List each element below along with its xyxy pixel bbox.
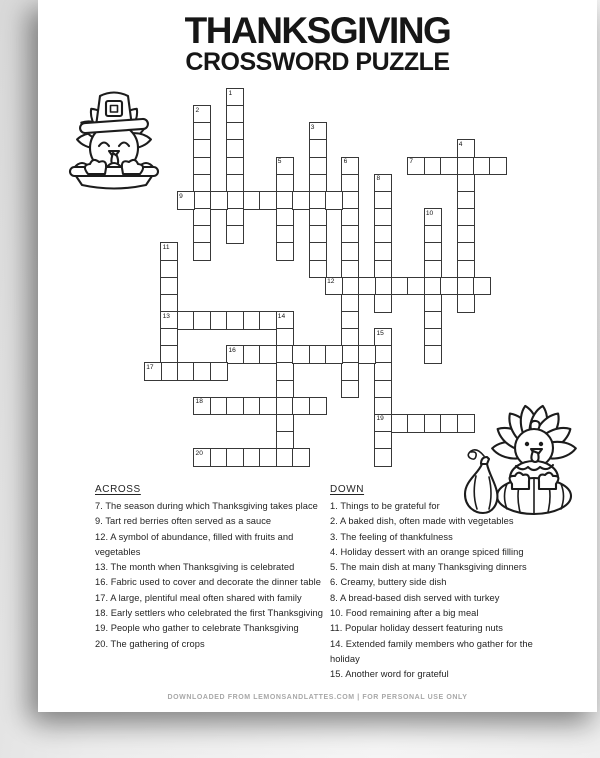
grid-cell	[309, 345, 327, 364]
grid-cell	[424, 157, 442, 176]
grid-cell	[226, 311, 244, 330]
grid-cell	[341, 362, 359, 381]
grid-cell	[193, 174, 211, 193]
across-clue-20: 20. The gathering of crops	[95, 638, 205, 649]
grid-cell-number: 1	[228, 89, 233, 97]
grid-cell	[276, 242, 294, 261]
grid-cell	[341, 277, 359, 296]
across-clue-7: 7. The season during which Thanksgiving takes place	[95, 501, 318, 511]
grid-cell	[473, 157, 491, 176]
grid-cell-number: 11	[162, 243, 170, 251]
grid-cell	[374, 225, 392, 244]
grid-cell	[276, 448, 294, 467]
grid-cell	[457, 191, 475, 210]
across-clue-17: 17. A large, plentiful meal often shared with family	[95, 592, 302, 603]
grid-cell-number: 19	[376, 415, 384, 423]
grid-cell	[407, 414, 425, 433]
grid-cell	[309, 157, 327, 176]
grid-cell	[440, 277, 458, 296]
across-clue-18: 18. Early settlers who celebrated the first Thanksgiving	[95, 608, 323, 619]
down-clue-8: 8. A bread-based dish served with turkey	[330, 592, 500, 603]
grid-cell	[193, 208, 211, 227]
grid-cell	[341, 294, 359, 313]
grid-cell	[243, 191, 261, 210]
across-clue-list	[95, 499, 326, 652]
grid-cell	[226, 122, 244, 141]
grid-cell-number: 10	[425, 209, 434, 217]
grid-cell	[424, 277, 442, 296]
grid-cell	[193, 311, 211, 330]
page-title	[38, 10, 597, 76]
grid-cell	[374, 431, 392, 450]
grid-cell	[193, 225, 211, 244]
grid-cell	[210, 362, 228, 381]
grid-cell	[341, 174, 359, 193]
grid-cell	[341, 225, 359, 244]
grid-cell	[160, 294, 178, 313]
grid-cell	[243, 345, 261, 364]
grid-cell-number: 4	[458, 141, 463, 149]
across-clue-13: 13. The month when Thanksgiving is celebrated	[95, 562, 295, 573]
grid-cell	[457, 157, 475, 176]
across-clue-16: 16. Fabric used to cover and decorate the dinner table	[95, 577, 321, 588]
grid-cell-number: 18	[195, 398, 203, 406]
across-clue-12: 12. A symbol of abundance, filled with fruits and vegetables	[95, 531, 294, 557]
down-clue-5: 5. The main dish at many Thanksgiving dinners	[330, 562, 527, 573]
grid-cell	[160, 362, 178, 381]
down-clue-15: 15. Another word for grateful	[330, 669, 449, 680]
grid-cell	[407, 277, 425, 296]
grid-cell	[292, 397, 310, 416]
grid-cell	[177, 311, 195, 330]
grid-cell	[177, 362, 195, 381]
down-clue-1: 1. Things to be grateful for	[330, 501, 440, 511]
grid-cell-number: 8	[376, 175, 381, 183]
grid-cell	[309, 242, 327, 261]
grid-cell	[210, 397, 228, 416]
grid-cell	[457, 225, 475, 244]
grid-cell	[193, 139, 211, 158]
grid-cell	[325, 345, 343, 364]
grid-cell	[276, 208, 294, 227]
grid-cell	[276, 397, 294, 416]
grid-cell	[226, 157, 244, 176]
grid-cell	[160, 260, 178, 279]
grid-cell	[374, 294, 392, 313]
down-clue-14: 14. Extended family members who gather for the holiday	[330, 638, 533, 664]
grid-cell	[374, 277, 392, 296]
grid-cell	[358, 277, 376, 296]
grid-cell	[259, 311, 277, 330]
grid-cell	[160, 345, 178, 364]
grid-cell	[440, 157, 458, 176]
grid-cell	[374, 397, 392, 416]
grid-cell	[276, 225, 294, 244]
grid-cell	[424, 294, 442, 313]
grid-cell	[193, 362, 211, 381]
grid-cell	[309, 225, 327, 244]
grid-cell	[276, 431, 294, 450]
grid-cell	[341, 311, 359, 330]
grid-cell	[226, 397, 244, 416]
grid-cell	[374, 345, 392, 364]
title-line-2: CROSSWORD PUZZLE	[185, 48, 450, 76]
down-clue-6: 6. Creamy, buttery side dish	[330, 577, 447, 588]
grid-cell	[424, 311, 442, 330]
grid-cell	[276, 328, 294, 347]
grid-cell	[457, 294, 475, 313]
grid-cell	[210, 191, 228, 210]
grid-cell	[193, 191, 211, 210]
grid-cell	[341, 260, 359, 279]
grid-cell-number: 16	[228, 346, 236, 354]
grid-cell	[226, 208, 244, 227]
grid-cell	[374, 380, 392, 399]
grid-cell	[457, 242, 475, 261]
grid-cell	[226, 448, 244, 467]
grid-cell	[457, 174, 475, 193]
grid-cell-number: 9	[179, 192, 183, 200]
grid-cell	[457, 208, 475, 227]
grid-cell	[160, 277, 178, 296]
grid-cell	[259, 345, 277, 364]
grid-cell	[292, 448, 310, 467]
grid-cell	[276, 345, 294, 364]
grid-cell	[292, 345, 310, 364]
grid-cell	[473, 277, 491, 296]
grid-cell	[259, 448, 277, 467]
grid-cell	[424, 260, 442, 279]
grid-cell	[325, 191, 343, 210]
down-clue-2: 2. A baked dish, often made with vegetables	[330, 516, 514, 527]
grid-cell	[309, 208, 327, 227]
grid-cell	[424, 414, 442, 433]
down-clue-4: 4. Holiday dessert with an orange spiced filling	[330, 546, 524, 557]
grid-cell	[309, 191, 327, 210]
grid-cell	[309, 397, 327, 416]
grid-cell-number: 17	[146, 364, 154, 371]
across-heading: ACROSS	[95, 484, 141, 495]
grid-cell	[210, 311, 228, 330]
grid-cell	[424, 242, 442, 261]
grid-cell-number: 3	[310, 123, 315, 131]
grid-cell	[391, 277, 409, 296]
grid-cell	[243, 448, 261, 467]
grid-cell	[341, 191, 359, 210]
grid-cell	[424, 225, 442, 244]
grid-cell	[457, 277, 475, 296]
down-clue-list	[330, 499, 551, 683]
down-heading: DOWN	[330, 484, 365, 495]
grid-cell	[309, 139, 327, 158]
grid-cell	[226, 174, 244, 193]
down-clues-section	[330, 483, 551, 683]
grid-cell-number: 20	[195, 449, 203, 457]
grid-cell	[226, 139, 244, 158]
grid-cell	[210, 448, 228, 467]
grid-cell	[374, 242, 392, 261]
grid-cell	[193, 157, 211, 176]
grid-cell-number: 15	[376, 329, 384, 337]
grid-cell	[358, 345, 376, 364]
grid-cell-number: 12	[327, 278, 335, 286]
grid-cell	[259, 191, 277, 210]
grid-cell	[309, 174, 327, 193]
grid-cell	[424, 328, 442, 347]
grid-cell	[374, 362, 392, 381]
grid-cell	[276, 174, 294, 193]
down-clue-10: 10. Food remaining after a big meal	[330, 608, 479, 619]
grid-cell	[193, 122, 211, 141]
grid-cell	[489, 157, 507, 176]
grid-cell-number: 13	[162, 312, 170, 320]
grid-cell	[259, 397, 277, 416]
grid-cell-number: 2	[195, 106, 200, 114]
grid-cell	[374, 448, 392, 467]
grid-cell-number: 6	[343, 158, 348, 166]
grid-cell	[341, 345, 359, 364]
grid-cell	[341, 208, 359, 227]
grid-cell	[374, 191, 392, 210]
grid-cell	[374, 260, 392, 279]
grid-cell	[276, 380, 294, 399]
grid-cell	[276, 414, 294, 433]
grid-cell-number: 14	[277, 312, 286, 320]
grid-cell	[226, 105, 244, 124]
grid-cell	[226, 191, 244, 210]
grid-cell	[160, 328, 178, 347]
grid-cell	[243, 397, 261, 416]
grid-cell	[374, 208, 392, 227]
grid-cell	[341, 380, 359, 399]
grid-cell	[457, 260, 475, 279]
grid-cell-number: 5	[277, 158, 282, 166]
printable-page	[38, 0, 597, 712]
grid-cell	[243, 311, 261, 330]
grid-cell	[341, 242, 359, 261]
grid-cell	[309, 260, 327, 279]
across-clues-section	[95, 483, 326, 652]
down-clue-3: 3. The feeling of thankfulness	[330, 531, 453, 542]
across-clue-9: 9. Tart red berries often served as a sauce	[95, 516, 272, 527]
grid-cell	[292, 191, 310, 210]
grid-cell	[276, 362, 294, 381]
grid-cell	[391, 414, 409, 433]
title-line-1: THANKSGIVING	[184, 10, 451, 51]
grid-cell-number: 7	[409, 158, 414, 166]
grid-cell	[226, 225, 244, 244]
grid-cell	[276, 191, 294, 210]
footer-credit: DOWNLOADED FROM LEMONSANDLATTES.COM | FOR PERSONAL USE ONLY	[167, 694, 468, 701]
grid-cell	[193, 242, 211, 261]
grid-cell	[424, 345, 442, 364]
grid-cell	[341, 328, 359, 347]
across-clue-19: 19. People who gather to celebrate Thanksgiving	[95, 623, 299, 634]
down-clue-11: 11. Popular holiday dessert featuring nuts	[330, 623, 503, 634]
